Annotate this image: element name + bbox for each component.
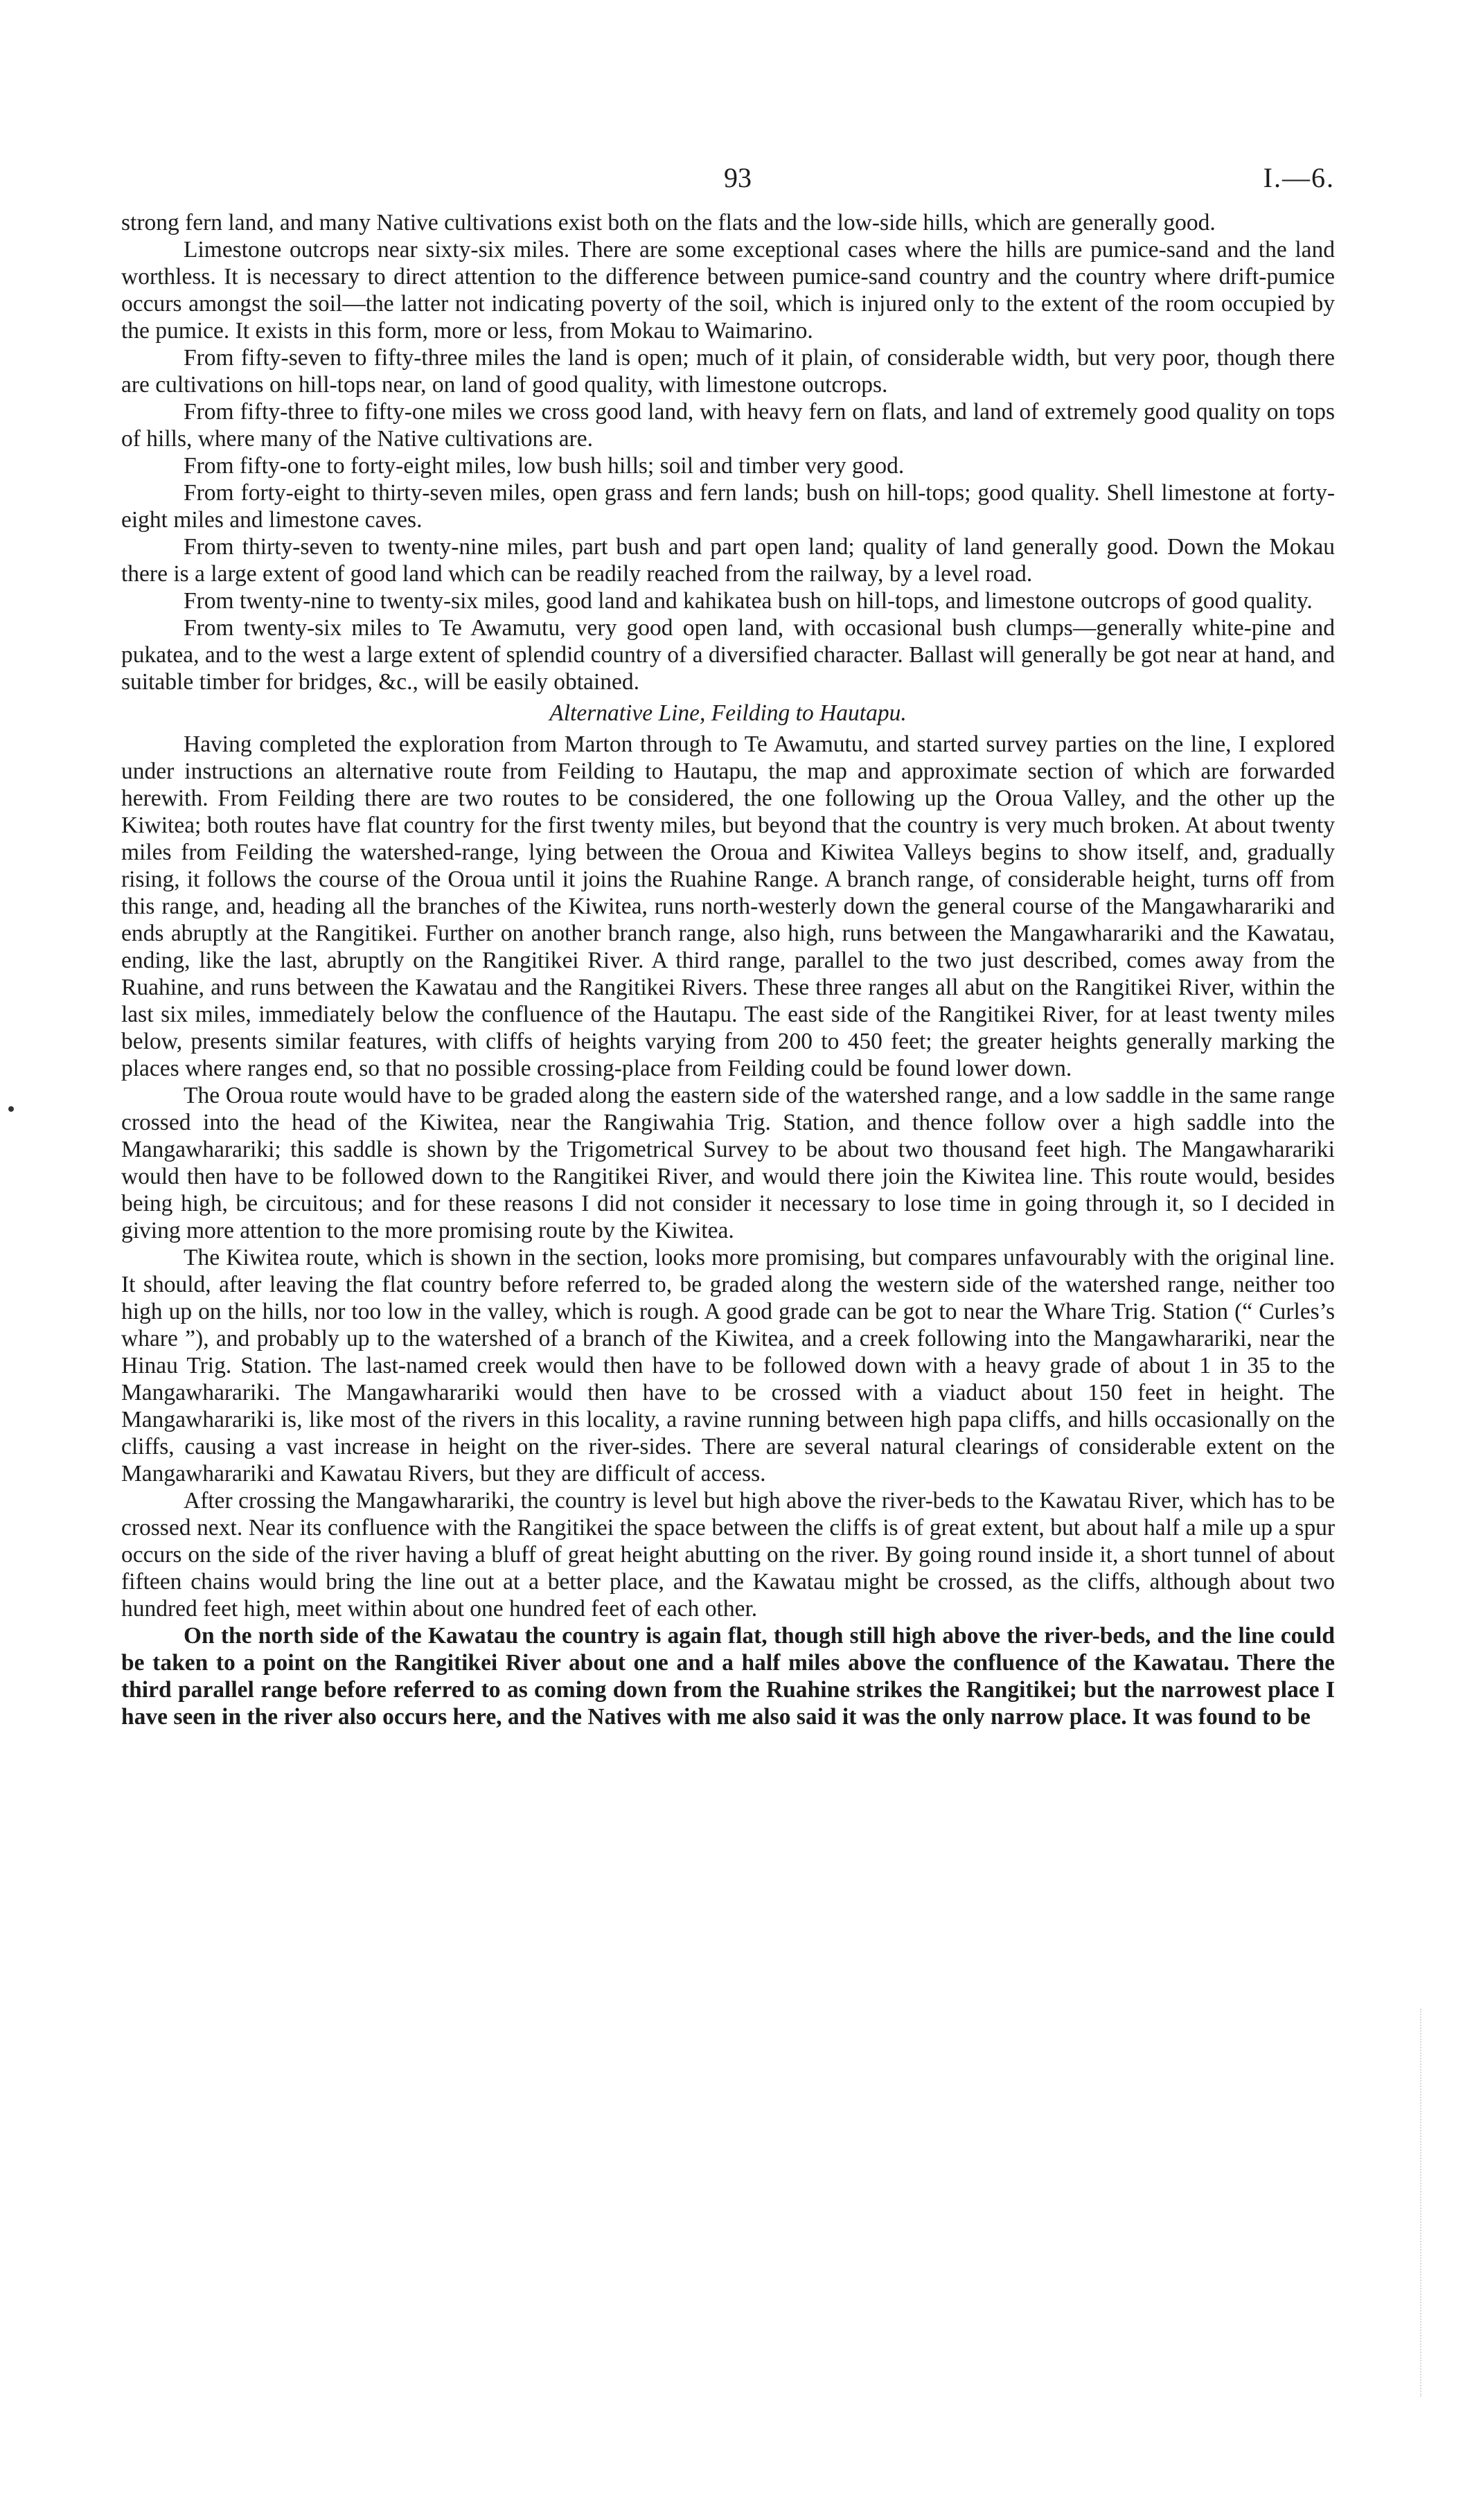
- section-heading: Alternative Line, Feilding to Hautapu.: [549, 700, 907, 726]
- paragraph-51-48-miles: From fifty-one to forty-eight miles, low bush hills; soil and timber very good.: [184, 453, 905, 479]
- paragraph-53-51-miles: From fifty-three to fifty-one miles we cross good land, with heavy fern on flats, and land of extremely good quality on tops of hills, where many of the Native cultivations are.: [121, 399, 1335, 452]
- document-reference: I.—6.: [1263, 162, 1335, 193]
- margin-scan-marks: [1420, 2009, 1442, 2397]
- document-page: [121, 161, 1335, 1730]
- paragraph-mangawharariki-crossing: After crossing the Mangawharariki, the country is level but high above the river-beds to the Kawatau River, which has to be crossed next. Near its confluence with the Rangitikei the space between the cliffs is of great extent, but about half a mile up a spur occurs on the side of the river having a bluff of great height abutting on the river. By going round inside it, a short tunnel of about fifteen chains would bring the line out at a better place, and the Kawatau might be crossed, as the cliffs, although about two hundred feet high, meet within about one hundred feet of each other.: [121, 1488, 1335, 1622]
- paragraph-continued: strong fern land, and many Native cultivations exist both on the flats and the low-side hills, which are generally good.: [121, 210, 1216, 236]
- paragraph-37-29-miles: From thirty-seven to twenty-nine miles, part bush and part open land; quality of land generally good. Down the Mokau there is a large extent of good land which can be readily reached from the railway, by a level road.: [121, 534, 1335, 587]
- paragraph-limestone: Limestone outcrops near sixty-six miles. There are some exceptional cases where the hills are pumice-sand and the land worthless. It is necessary to direct attention to the difference between pumice-sand country and the country where drift-pumice occurs amongst the soil—the latter not indicating poverty of the soil, which is injured only to the extent of the room occupied by the pumice. It exists in this form, more or less, from Mokau to Waimarino.: [121, 237, 1335, 344]
- paragraph-oroua-route: The Oroua route would have to be graded along the eastern side of the watershed range, and a low saddle in the same range crossed into the head of the Kiwitea, near the Rangiwahia Trig. Station, and thence follow over a high saddle into the Mangawharariki; this saddle is shown by the Trigometrical Survey to be about two thousand feet high. The Mangawharariki would then have to be followed down to the Rangitikei River, and would there join the Kiwitea line. This route would, besides being high, be circuitous; and for these reasons I did not consider it necessary to lose time in going through it, so I decided in giving more attention to the more promising route by the Kiwitea.: [121, 1083, 1335, 1243]
- scan-dot: [8, 1106, 14, 1112]
- paragraph-57-53-miles: From fifty-seven to fifty-three miles the land is open; much of it plain, of considerable width, but very poor, though there are cultivations on hill-tops near, on land of good quality, with limestone outcrops.: [121, 345, 1335, 398]
- paragraph-48-37-miles: From forty-eight to thirty-seven miles, open grass and fern lands; bush on hill-tops; good quality. Shell limestone at forty-eight miles and limestone caves.: [121, 480, 1335, 533]
- paragraph-exploration: Having completed the exploration from Marton through to Te Awamutu, and started survey parties on the line, I explored under instructions an alternative route from Feilding to Hautapu, the map and approximate section of which are forwarded herewith. From Feilding there are two routes to be considered, the one following up the Oroua Valley, and the other up the Kiwitea; both routes have flat country for the first twenty miles, but beyond that the country is very much broken. At about twenty miles from Feilding the watershed-range, lying between the Oroua and Kiwitea Valleys begins to show itself, and, gradually rising, it follows the course of the Oroua until it joins the Ruahine Range. A branch range, of considerable height, turns off from this range, and, heading all the branches of the Kiwitea, runs north-westerly down the general course of the Mangawharariki and ends abruptly at the Rangitikei. Further on another branch range, also high, runs between the Mangawharariki and the Kawatau, ending, like the last, abruptly on the Rangitikei River. A third range, parallel to the two just described, comes away from the Ruahine, and runs between the Kawatau and the Rangitikei Rivers. These three ranges all abut on the Rangitikei River, within the last six miles, immediately below the confluence of the Hautapu. The east side of the Rangitikei River, for at least twenty miles below, presents similar features, with cliffs of heights varying from 200 to 450 feet; the greater heights generally marking the places where ranges end, so that no possible crossing-place from Feilding could be found lower down.: [121, 731, 1335, 1081]
- paragraph-kiwitea-route: The Kiwitea route, which is shown in the section, looks more promising, but compares unfavourably with the original line. It should, after leaving the flat country before referred to, be graded along the western side of the watershed range, neither too high up on the hills, nor too low in the valley, which is rough. A good grade can be got to near the Whare Trig. Station (“ Curles’s whare ”), and probably up to the watershed of a branch of the Kiwitea, and a creek following into the Mangawharariki, near the Hinau Trig. Station. The last-named creek would then have to be followed down with a heavy grade of about 1 in 35 to the Mangawharariki. The Mangawharariki would then have to be crossed with a viaduct about 150 feet in height. The Mangawharariki is, like most of the rivers in this locality, a ravine running between high papa cliffs, and hills occasionally on the cliffs, causing a vast increase in height on the river-sides. There are several natural clearings of considerable extent on the Mangawharariki and Kawatau Rivers, but they are difficult of access.: [121, 1245, 1335, 1487]
- page-header: [121, 161, 1335, 209]
- page-number: 93: [724, 162, 752, 193]
- paragraph-26-miles-te-awamutu: From twenty-six miles to Te Awamutu, very good open land, with occasional bush clumps—generally white-pine and pukatea, and to the west a large extent of splendid country of a diversified character. Ballast will generally be got near at hand, and suitable timber for bridges, &c., will be easily obtained.: [121, 615, 1335, 695]
- paragraph-29-26-miles: From twenty-nine to twenty-six miles, good land and kahikatea bush on hill-tops, and limestone outcrops of good quality.: [184, 588, 1313, 614]
- paragraph-kawatau-north: On the north side of the Kawatau the country is again flat, though still high above the river-beds, and the line could be taken to a point on the Rangitikei River about one and a half miles above the confluence of the Kawatau. There the third parallel range before referred to as coming down from the Ruahine strikes the Rangitikei; but the narrowest place I have seen in the river also occurs here, and the Natives with me also said it was the only narrow place. It was found to be: [121, 1623, 1335, 1730]
